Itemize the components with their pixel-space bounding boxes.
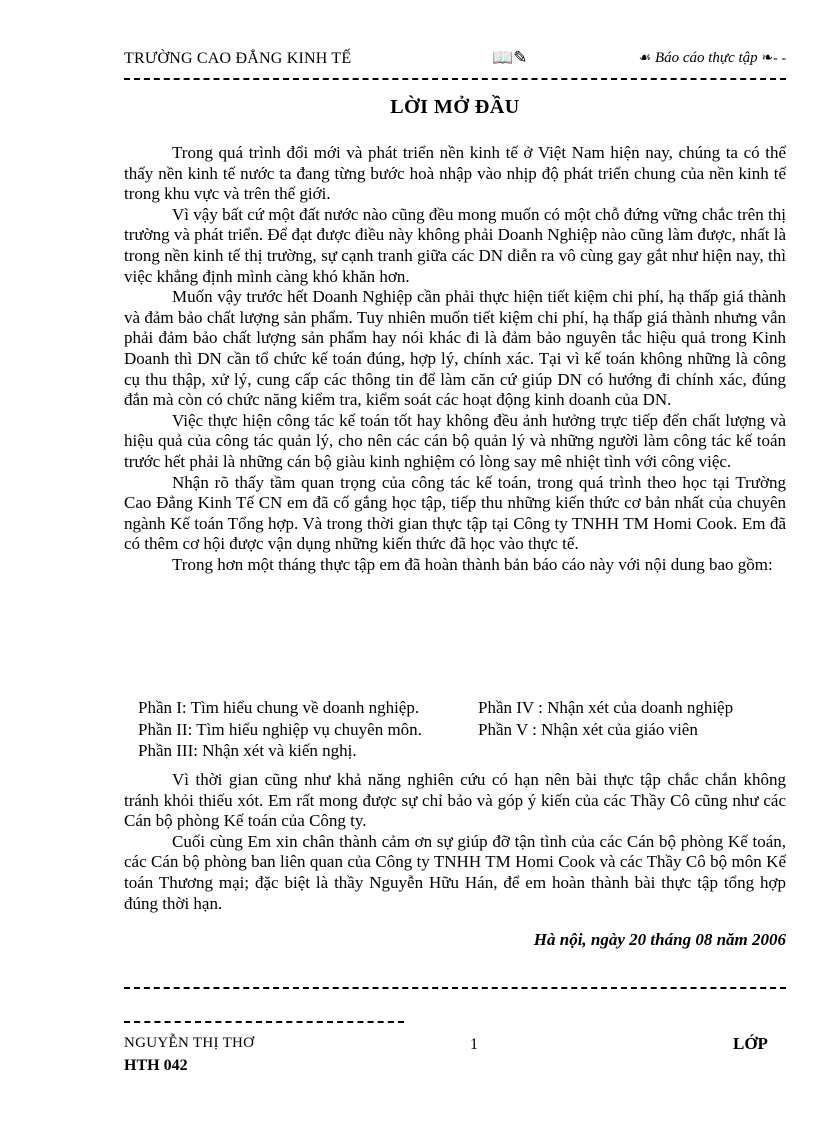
page-title: LỜI MỞ ĐẦU (390, 96, 520, 118)
part-item: Phần V : Nhận xét của giáo viên (478, 719, 698, 739)
header-divider (124, 78, 786, 80)
report-label: Báo cáo thực tập (654, 50, 758, 66)
footer-divider-short (124, 1021, 404, 1023)
paragraph: Việc thực hiện công tác kế toán tốt hay không đều ảnh hưởng trực tiếp đến chất lượng và hiệu quả của công tác quản lý, cho nên các cán bộ quản lý và những người làm công tác kế toán trước hết phải là những cán bộ giàu kinh nghiệm có lòng say mê nhiệt tình với công việc. (124, 410, 786, 471)
paragraph: Trong quá trình đổi mới và phát triển nền kinh tế ở Việt Nam hiện nay, chúng ta có thể thấy nền kinh tế nước ta đang từng bước hoà nhập vào nhịp độ phát triển chung của nền kinh tế trong khu vực và trên thế giới. (124, 143, 786, 204)
ornament-right-icon: ❧- - (761, 51, 786, 66)
report-parts-list (138, 697, 788, 762)
student-name: NGUYỄN THỊ THƠ (124, 1035, 255, 1051)
school-name: TRƯỜNG CAO ĐẲNG KINH TẾ (124, 50, 352, 67)
class-code: HTH 042 (124, 1057, 188, 1074)
part-item: Phần I: Tìm hiểu chung về doanh nghiệp. (138, 698, 420, 717)
report-label-group (639, 50, 786, 67)
closing-body (124, 770, 786, 914)
footer-divider (124, 987, 786, 989)
paragraph: Trong hơn một tháng thực tập em đã hoàn thành bản báo cáo này với nội dung bao gồm: (172, 554, 773, 574)
part-item: Phần IV : Nhận xét của doanh nghiệp (478, 698, 734, 717)
intro-body (124, 143, 786, 575)
class-label: LỚP (733, 1034, 768, 1053)
date-line: Hà nội, ngày 20 tháng 08 năm 2006 (533, 930, 786, 949)
paragraph: Vì thời gian cũng như khả năng nghiên cứu có hạn nên bài thực tập chắc chắn không tránh khỏi thiếu xót. Em rất mong được sự chỉ bảo và góp ý kiến của các Thầy Cô cũng như các Cán bộ phòng Kế toán của Công ty. (124, 770, 786, 831)
paragraph: Muốn vậy trước hết Doanh Nghiệp cần phải thực hiện tiết kiệm chi phí, hạ thấp giá thành và đảm bảo chất lượng sản phẩm. Tuy nhiên muốn tiết kiệm chi phí, hạ thấp giá thành nhưng vẫn phải đảm bảo chất lượng sản phẩm hay nói khác đi là đảm bảo nguyên tắc hiệu quả trong Kinh Doanh thì DN cần tổ chức kế toán đúng, hợp lý, chính xác. Tại vì kế toán không những là công cụ thu thập, xử lý, cung cấp các thông tin để làm căn cứ giúp DN có hướng đi chính xác, đúng đắn mà còn có chức năng kiểm tra, kiểm soát các hoạt động kinh doanh của DN. (124, 287, 786, 410)
paragraph: Vì vậy bất cứ một đất nước nào cũng đều mong muốn có một chỗ đứng vững chắc trên thị trường và phát triển. Để đạt được điều này không phải Doanh Nghiệp nào cũng làm được, nhất là trong nền kinh tế thị trường, sự cạnh tranh giữa các DN diễn ra vô cùng gay gắt như hiện nay, thì việc khẳng định mình càng khó khăn hơn. (124, 204, 786, 286)
part-item: Phần III: Nhận xét và kiến nghị. (138, 741, 357, 760)
page-header (124, 48, 786, 72)
part-item: Phần II: Tìm hiểu nghiệp vụ chuyên môn. (138, 719, 422, 739)
paragraph: Nhận rõ thấy tầm quan trọng của công tác kế toán, trong quá trình theo học tại Trường Cao Đẳng Kinh Tế CN em đã cố gắng học tập, tiếp thu những kiến thức cơ bản nhất của chuyên ngành Kế toán Tổng hợp. Và trong thời gian thực tập tại Công ty TNHH TM Homi Cook. Em đã có thêm cơ hội được vận dụng những kiến thức đã học vào thực tế. (124, 472, 786, 554)
book-pen-icon: 📖✎ (492, 48, 528, 67)
page-number: 1 (470, 1036, 478, 1053)
ornament-left-icon: ☙ (638, 51, 652, 66)
paragraph: Cuối cùng Em xin chân thành cảm ơn sự giúp đỡ tận tình của các Cán bộ phòng Kế toán, các Cán bộ phòng ban liên quan của Công ty TNHH TM Homi Cook và các Thầy Cô bộ môn Kế toán Thương mại; đặc biệt là thầy Nguyễn Hữu Hán, để em hoàn thành bài thực tập tổng hợp đúng thời hạn. (124, 831, 786, 913)
